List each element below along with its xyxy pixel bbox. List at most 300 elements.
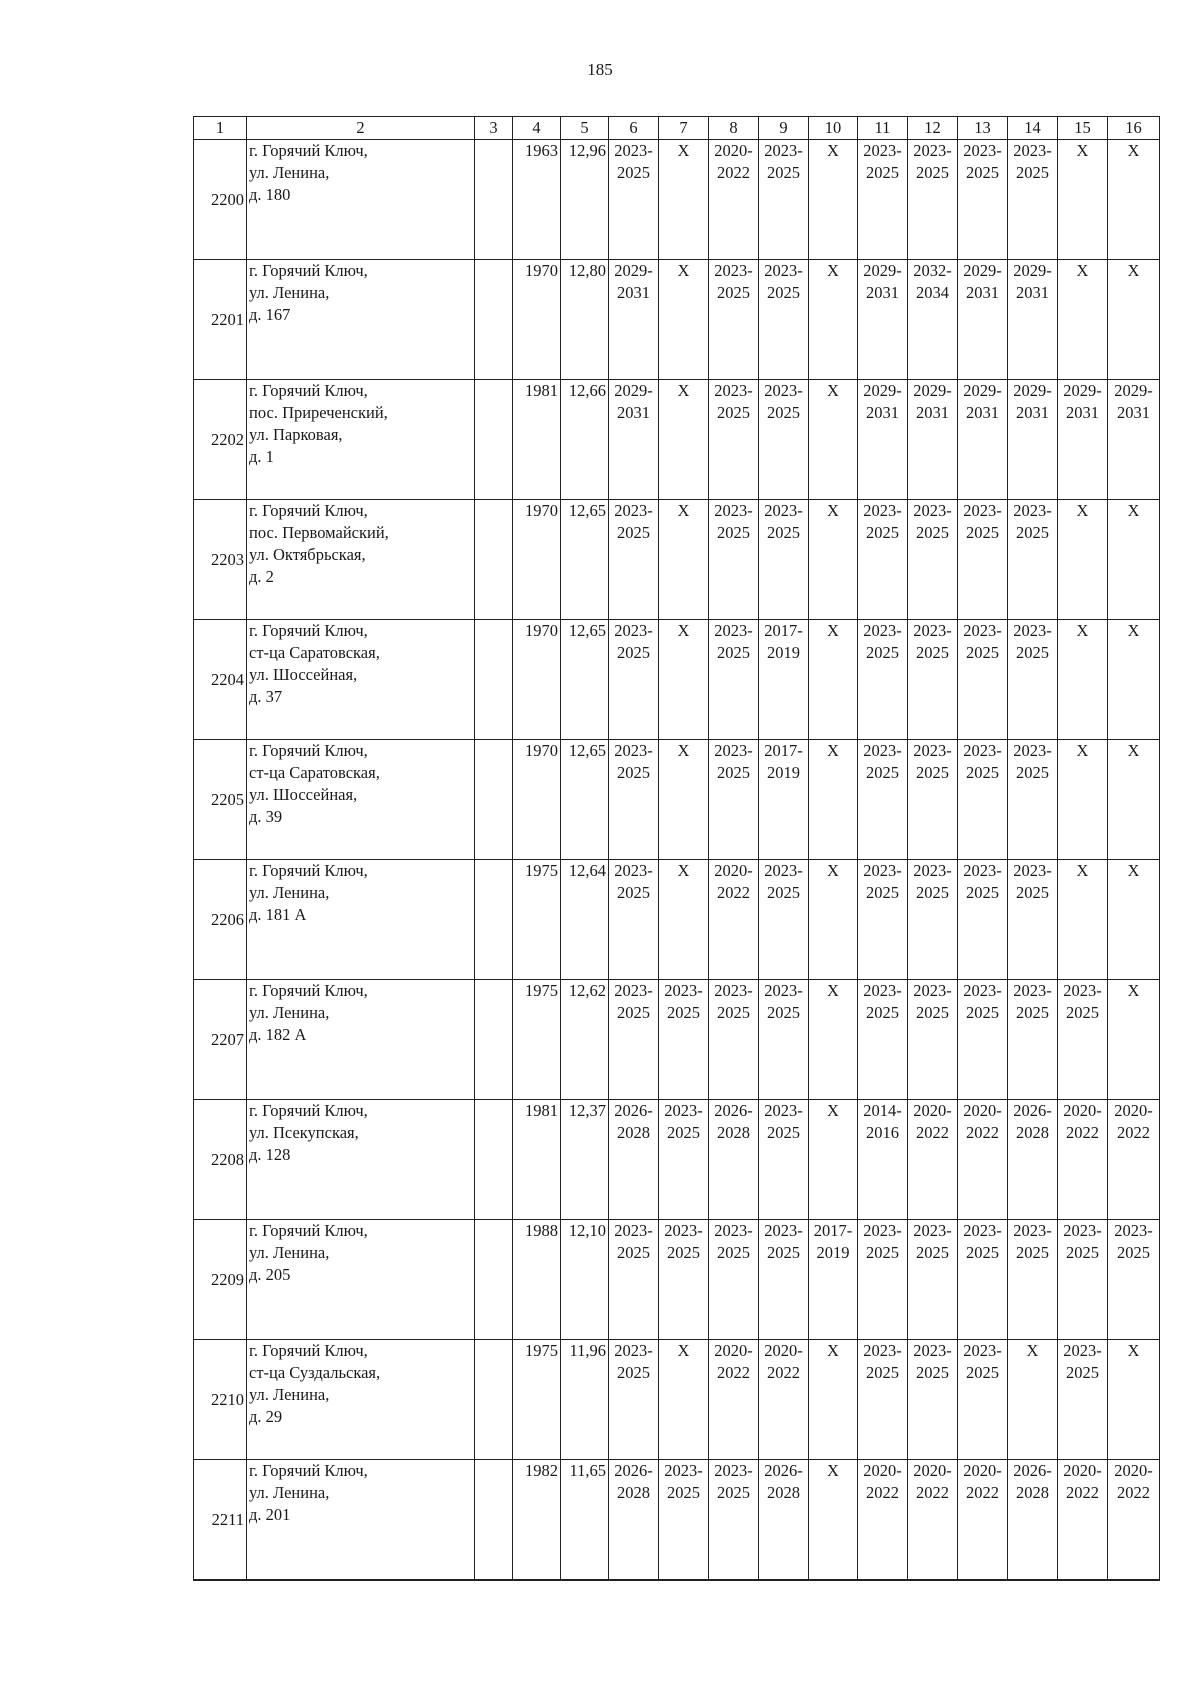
period-line: 2023- [614,501,653,520]
year-cell: 1975 [513,860,561,980]
period-cell [809,980,858,1100]
period-line: X [827,741,839,760]
period-line: 2020- [913,1101,952,1120]
period-line: X [827,981,839,1000]
address-cell [247,1100,475,1220]
column-3-cell [475,980,513,1100]
period-line: 2023- [664,1461,703,1480]
period-line: 2029- [963,261,1002,280]
period-cell [809,500,858,620]
period-line: 2029- [1013,261,1052,280]
period-cell [659,860,709,980]
period-cell [908,500,958,620]
period-line: 2025 [916,643,949,662]
period-line: X [827,141,839,160]
period-line: 2025 [767,1243,800,1262]
period-cell [1108,260,1160,380]
period-line: 2022 [916,1483,949,1502]
address-cell [247,1340,475,1460]
period-line: 2034 [916,283,949,302]
period-cell [1108,620,1160,740]
column-header-6: 6 [609,117,659,140]
period-line: 2025 [617,1243,650,1262]
period-cell [908,1340,958,1460]
period-cell [709,140,759,260]
period-line: 2023- [963,621,1002,640]
row-number: 2207 [194,980,247,1100]
period-line: 2023- [1114,1221,1153,1240]
period-line: 2020- [714,861,753,880]
period-line: 2029- [963,381,1002,400]
period-line: 2016 [866,1123,899,1142]
period-line: 2025 [966,1243,999,1262]
period-line: X [827,381,839,400]
period-line: 2025 [866,523,899,542]
address-line: г. Горячий Ключ, [249,1341,368,1360]
period-cell [659,1220,709,1340]
period-cell [1008,1340,1058,1460]
period-line: 2025 [966,1363,999,1382]
period-line: 2023- [1013,981,1052,1000]
period-line: 2025 [617,643,650,662]
column-header-9: 9 [759,117,809,140]
address-line: д. 201 [249,1505,291,1524]
period-cell [1008,620,1058,740]
period-cell [1058,380,1108,500]
period-line: 2023- [764,1221,803,1240]
period-line: 2023- [714,501,753,520]
address-cell [247,380,475,500]
period-line: 2023- [863,741,902,760]
period-cell [958,740,1008,860]
period-line: 2023- [963,1221,1002,1240]
table-row [194,1460,1160,1581]
period-cell [609,500,659,620]
period-line: 2023- [764,381,803,400]
period-line: 2023- [764,1101,803,1120]
period-cell [958,620,1008,740]
period-line: X [1127,981,1140,1000]
period-line: 2025 [1016,763,1049,782]
period-line: 2023- [764,981,803,1000]
period-line: 2028 [767,1483,800,1502]
period-line: X [1076,141,1089,160]
period-cell [709,380,759,500]
period-cell [809,860,858,980]
year-cell: 1975 [513,1340,561,1460]
period-line: 2025 [717,1243,750,1262]
period-cell [958,980,1008,1100]
period-line: 2022 [717,1363,750,1382]
address-cell [247,620,475,740]
period-line: 2023- [614,1221,653,1240]
period-line: 2023- [764,861,803,880]
period-line: 2025 [667,1003,700,1022]
period-line: X [677,381,690,400]
period-cell [709,980,759,1100]
value-cell: 11,65 [561,1460,609,1581]
period-line: X [1127,1341,1140,1360]
period-line: 2023- [863,1341,902,1360]
period-line: 2025 [617,163,650,182]
period-line: 2017- [764,741,803,760]
period-line: 2031 [866,403,899,422]
period-line: 2026- [764,1461,803,1480]
table-row [194,1220,1160,1340]
period-line: 2025 [767,403,800,422]
period-cell [1108,980,1160,1100]
period-line: 2022 [966,1483,999,1502]
period-line: 2017- [813,1221,853,1240]
period-line: 2023- [913,741,952,760]
period-cell [759,740,809,860]
period-line: X [1076,861,1089,880]
period-line: 2023- [963,1341,1002,1360]
period-line: 2019 [816,1243,850,1262]
address-cell [247,860,475,980]
address-line: ул. Псекупская, [249,1123,359,1142]
address-cell [247,740,475,860]
period-line: 2023- [963,501,1002,520]
column-3-cell [475,860,513,980]
period-line: 2023- [913,621,952,640]
address-line: г. Горячий Ключ, [249,741,368,760]
table-row [194,140,1160,260]
period-line: 2022 [717,163,750,182]
period-line: 2023- [1013,1221,1052,1240]
period-line: 2029- [1063,381,1102,400]
period-line: 2022 [916,1123,949,1142]
period-cell [1058,860,1108,980]
table-row [194,1100,1160,1220]
period-line: 2029- [614,261,653,280]
period-line: 2031 [1117,403,1150,422]
period-line: 2025 [966,523,999,542]
value-cell: 12,65 [561,740,609,860]
address-line: г. Горячий Ключ, [249,1221,368,1240]
period-cell [659,1100,709,1220]
period-line: 2032- [913,261,952,280]
period-line: 2025 [866,643,899,662]
address-line: ул. Ленина, [249,283,330,302]
period-cell [1008,860,1058,980]
period-line: X [1127,261,1140,280]
address-line: д. 182 А [249,1025,307,1044]
period-line: X [1076,261,1089,280]
address-line: ул. Октябрьская, [249,545,366,564]
period-line: 2025 [916,1243,949,1262]
period-line: 2023- [714,261,753,280]
value-cell: 12,65 [561,500,609,620]
row-number: 2210 [194,1340,247,1460]
period-line: 2029- [1013,381,1052,400]
address-line: ул. Ленина, [249,883,330,902]
period-cell [759,500,809,620]
address-line: ст-ца Саратовская, [249,763,380,782]
period-cell [609,1340,659,1460]
period-line: 2020- [963,1101,1002,1120]
address-line: д. 1 [249,447,274,466]
value-cell: 12,80 [561,260,609,380]
period-cell [1108,1460,1160,1581]
period-cell [809,260,858,380]
period-cell [1108,140,1160,260]
period-line: 2029- [1114,381,1153,400]
period-line: 2025 [717,403,750,422]
year-cell: 1970 [513,620,561,740]
period-line: 2023- [863,621,902,640]
year-cell: 1981 [513,1100,561,1220]
period-cell [1058,620,1108,740]
period-cell [659,740,709,860]
table-row [194,1340,1160,1460]
period-line: X [1026,1341,1039,1360]
period-line: 2023- [664,1101,703,1120]
period-line: X [1076,741,1089,760]
period-cell [709,1220,759,1340]
address-line: г. Горячий Ключ, [249,501,368,520]
period-line: 2025 [916,1363,949,1382]
period-line: 2031 [966,283,999,302]
period-cell [1058,1340,1108,1460]
address-line: пос. Приреченский, [249,403,388,422]
page-number: 185 [587,60,613,79]
period-line: 2025 [667,1123,700,1142]
period-cell [858,980,908,1100]
column-header-14: 14 [1008,117,1058,140]
period-cell [908,740,958,860]
period-line: 2031 [1016,283,1049,302]
address-line: ст-ца Суздальская, [249,1363,381,1382]
period-line: 2022 [717,883,750,902]
period-cell [609,620,659,740]
period-line: 2023- [714,621,753,640]
repair-schedule-table [193,116,1160,1581]
period-cell [709,860,759,980]
year-cell: 1963 [513,140,561,260]
address-cell [247,1460,475,1581]
address-line: д. 39 [249,807,283,826]
value-cell: 11,96 [561,1340,609,1460]
period-line: 2025 [667,1243,700,1262]
year-cell: 1970 [513,740,561,860]
period-cell [1008,740,1058,860]
period-line: 2014- [863,1101,902,1120]
period-line: 2025 [966,163,999,182]
period-cell [709,1340,759,1460]
period-line: 2031 [1066,403,1099,422]
address-cell [247,500,475,620]
period-line: 2023- [714,1221,753,1240]
period-cell [759,1100,809,1220]
period-cell [958,1340,1008,1460]
address-line: г. Горячий Ключ, [249,141,368,160]
period-cell [659,140,709,260]
period-cell [609,860,659,980]
period-line: 2028 [717,1123,750,1142]
period-line: 2023- [614,981,653,1000]
period-line: 2029- [863,261,902,280]
address-line: д. 205 [249,1265,291,1284]
column-header-3: 3 [475,117,513,140]
address-line: г. Горячий Ключ, [249,621,368,640]
address-line: д. 167 [249,305,291,324]
period-cell [908,1460,958,1581]
period-line: 2028 [617,1123,650,1142]
period-line: 2025 [1016,1243,1049,1262]
year-cell: 1970 [513,260,561,380]
column-header-5: 5 [561,117,609,140]
period-line: 2023- [1013,621,1052,640]
column-header-7: 7 [659,117,709,140]
period-line: X [1127,741,1140,760]
period-cell [609,980,659,1100]
period-line: 2026- [1013,1461,1052,1480]
period-line: X [827,1461,839,1480]
period-line: 2023- [614,1341,653,1360]
column-header-13: 13 [958,117,1008,140]
period-cell [609,140,659,260]
address-line: ул. Ленина, [249,1385,330,1404]
period-cell [1058,1460,1108,1581]
period-line: 2023- [764,261,803,280]
address-cell [247,1220,475,1340]
period-line: X [827,1341,839,1360]
period-line: X [677,1341,690,1360]
period-line: 2023- [913,1221,952,1240]
table-row [194,860,1160,980]
period-line: 2023- [963,861,1002,880]
period-line: 2022 [1117,1123,1150,1142]
value-cell: 12,96 [561,140,609,260]
column-header-4: 4 [513,117,561,140]
period-line: 2023- [1013,141,1052,160]
period-line: 2028 [1016,1123,1049,1142]
period-line: 2023- [714,981,753,1000]
period-line: 2022 [1066,1123,1099,1142]
period-line: 2025 [1016,1003,1049,1022]
period-line: 2022 [966,1123,999,1142]
period-line: 2025 [966,883,999,902]
period-cell [659,1460,709,1581]
period-line: 2023- [863,1221,902,1240]
period-cell [1058,1220,1108,1340]
period-line: 2023- [963,741,1002,760]
row-number: 2208 [194,1100,247,1220]
period-cell [908,140,958,260]
period-line: 2025 [1016,523,1049,542]
period-cell [809,140,858,260]
period-line: 2025 [866,1003,899,1022]
value-cell: 12,65 [561,620,609,740]
address-line: д. 181 А [249,905,307,924]
period-cell [709,620,759,740]
table-row [194,500,1160,620]
period-cell [809,1340,858,1460]
address-cell [247,140,475,260]
period-line: 2023- [664,1221,703,1240]
period-line: 2031 [916,403,949,422]
period-line: 2025 [617,883,650,902]
period-cell [809,1100,858,1220]
column-header-2: 2 [247,117,475,140]
period-line: 2025 [717,643,750,662]
period-cell [858,860,908,980]
period-line: 2020- [913,1461,952,1480]
period-cell [1108,380,1160,500]
column-3-cell [475,500,513,620]
address-line: д. 29 [249,1407,283,1426]
period-cell [609,260,659,380]
period-cell [759,140,809,260]
period-line: 2023- [1013,741,1052,760]
period-line: 2023- [1063,1221,1102,1240]
column-3-cell [475,620,513,740]
period-cell [1108,1100,1160,1220]
period-cell [858,1460,908,1581]
table-row [194,620,1160,740]
period-line: 2022 [1066,1483,1099,1502]
period-cell [709,740,759,860]
address-line: пос. Первомайский, [249,523,389,542]
period-cell [709,260,759,380]
period-cell [858,1220,908,1340]
period-line: 2017- [764,621,803,640]
period-line: 2025 [966,643,999,662]
period-cell [958,860,1008,980]
period-cell [759,1340,809,1460]
period-cell [858,500,908,620]
table-row [194,380,1160,500]
address-line: д. 128 [249,1145,291,1164]
address-line: г. Горячий Ключ, [249,1461,368,1480]
period-line: 2026- [614,1461,653,1480]
period-line: X [677,621,690,640]
period-line: 2031 [617,283,650,302]
column-header-8: 8 [709,117,759,140]
address-line: ул. Ленина, [249,1003,330,1022]
period-line: 2023- [1063,1341,1102,1360]
period-cell [759,260,809,380]
period-line: X [677,861,690,880]
period-line: 2029- [614,381,653,400]
column-header-11: 11 [858,117,908,140]
period-cell [858,380,908,500]
column-3-cell [475,260,513,380]
period-cell [1008,140,1058,260]
period-line: 2023- [664,981,703,1000]
period-cell [908,380,958,500]
period-cell [908,620,958,740]
period-line: 2023- [1063,981,1102,1000]
period-cell [1008,1460,1058,1581]
column-header-10: 10 [809,117,858,140]
column-3-cell [475,740,513,860]
address-line: г. Горячий Ключ, [249,261,368,280]
period-line: X [1076,621,1089,640]
column-3-cell [475,140,513,260]
address-line: г. Горячий Ключ, [249,981,368,1000]
period-cell [659,1340,709,1460]
period-cell [1108,500,1160,620]
period-line: 2025 [717,1483,750,1502]
column-3-cell [475,1340,513,1460]
table-row [194,980,1160,1100]
period-cell [1008,260,1058,380]
period-line: 2031 [1016,403,1049,422]
period-line: X [1076,501,1089,520]
period-line: 2023- [963,981,1002,1000]
